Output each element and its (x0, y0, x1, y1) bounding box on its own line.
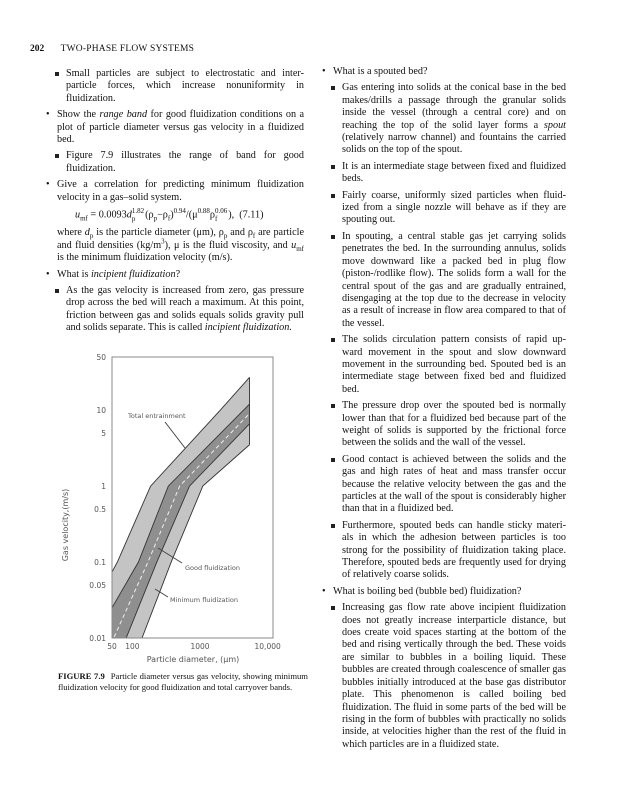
equation-explanation: where $d_p$ is the particle diameter (μm), $\rho_p$ and $\rho_f$ are particle and fluid densities $(kg/m^3)$, μ is the fluid viscosity, and $u_{mf}$ is the minimum fluidization velocity (m/s). (57, 227, 305, 264)
sub-bullet: Fairly coarse, uniformly sized particles when fluid-ized from a single nozzle will behave as if they are spouting out. (318, 190, 566, 227)
question-bullet: • What is a spouted bed? (318, 66, 566, 78)
y-tick-label: 0.1 (94, 557, 106, 567)
x-axis-label: Particle diameter, (μm) (146, 654, 240, 664)
equation-7-11: $u_{mf} = 0.0093d$ 1.82 p $(\rho_p-\rho_f)^{0.94}/(\mu^{0.88}\rho$ 0.06 f ), (7.11) (75, 207, 264, 224)
right-column (318, 66, 566, 755)
y-axis-label: Gas velocity,(m/s) (61, 488, 70, 561)
sub-bullet: It is an intermediate stage between fixed and fluidized beds. (318, 161, 566, 186)
running-title: TWO-PHASE FLOW SYSTEMS (60, 44, 195, 54)
equation-number: (7.11) (239, 209, 264, 221)
sub-bullet: Gas entering into solids at the conical base in the bed makes/drills a passage through the granular solids inside the vessel (through a central core) and on reaching the top of the solid layer forms a spout (relatively narrow channel) and fountains the carried solids on the top of the spout. (318, 82, 566, 156)
annotation-good-fluidization: Good fluidization (185, 563, 240, 572)
y-tick-label: 0.5 (94, 504, 106, 514)
page-number: 202 (30, 44, 45, 54)
sub-bullet: Furthermore, spouted beds can handle sticky materi-als in which the adhesion between particles is too strong for the possibility of fluidization taking place. Therefore, spouted beds are frequently used for drying of relatively coarse solids. (318, 520, 566, 582)
annotation-total-entrainment: Total entrainment (128, 411, 186, 420)
question-bullet: • Show the range band for good fluidization conditions on a plot of particle diameter versus gas velocity in a fluidized bed. (42, 109, 304, 146)
x-tick-label: 1000 (190, 641, 210, 651)
running-header (30, 44, 194, 54)
annotation-minimum-fluidization: Minimum fluidization (170, 595, 238, 604)
question-bullet: • What is incipient fluidization? (42, 269, 304, 281)
figure-caption: FIGURE 7.9 Particle diameter versus gas velocity, showing minimum fluidization velocity for good fluidization and total carryover bands. (58, 670, 308, 692)
y-tick-label: 0.05 (89, 580, 106, 590)
sub-bullet: The solids circulation pattern consists of rapid up-ward movement in the spout and slow downward movement in the surrounding bed. Spouted bed is an intermediate stage between fixed bed and fluidized bed. (318, 334, 566, 396)
left-column (42, 68, 308, 693)
figure-7-9-chart (58, 345, 298, 667)
question-bullet: • What is boiling bed (bubble bed) fluidization? (318, 586, 566, 598)
x-tick-label: 100 (125, 641, 140, 651)
y-tick-label: 1 (101, 481, 106, 491)
sub-bullet: The pressure drop over the spouted bed is normally lower than that for a fluidized bed because part of the weight of solids is supported by the frictional force between the solids and the wall of the vessel. (318, 400, 566, 450)
sub-bullet: Good contact is achieved between the solids and the gas and high rates of heat and mass transfer occur because the relative velocity between the gas and the particles at the wall of the spout is considerably higher than that in a fluidized bed. (318, 454, 566, 516)
question-bullet: • Give a correlation for predicting minimum fluidization velocity in a gas–solid system. $u_{mf} = 0.0093d$ 1.82 p $(\rho_p-\rho_f)^{0.94}/(\mu^{0.88}\rho$ 0.06 f ), (7.11) where $d_p$ is the particle diameter (μm), $\rho_p$ and $\rho_f$ are particle and fluid densities $(kg/m^3)$, μ is the fluid viscosity, and $u_{mf}$ is the minimum fluidization velocity (m/s). (42, 179, 304, 264)
y-tick-label: 0.01 (89, 633, 106, 643)
x-tick-label: 50 (107, 641, 117, 651)
y-tick-label: 5 (101, 428, 106, 438)
x-tick-label: 10,000 (254, 641, 281, 651)
y-tick-label: 50 (96, 352, 106, 362)
annotation-leader (165, 422, 185, 448)
sub-bullet: Figure 7.9 illustrates the range of band for good fluidization. (42, 150, 304, 175)
y-tick-label: 10 (96, 405, 106, 415)
sub-bullet: Increasing gas flow rate above incipient fluidization does not greatly increase interparticle distance, but does create void spaces starting at the bottom of the bed and rising vertically through the bed. These voids are similar to bubbles in a boiling liquid. These bubbles are created through coalescence of smaller gas bubbles initially introduced at the base gas distributor plate. This phenomenon is called boiling bed fluidization. The fluid in some parts of the bed will be rising in the form of bubbles with practically no solids inside, at velocities higher than the rest of the fluid in which particles are in a fluidized state. (318, 602, 566, 751)
sub-bullet: As the gas velocity is increased from zero, gas pressure drop across the bed will reach a maximum. At this point, friction between gas and solids equals solids gravity pull and solids separate. This is called incipient fluidization. (42, 285, 304, 335)
sub-bullet: In spouting, a central stable gas jet carrying solids penetrates the bed. In the surrounding annulus, solids move downward like a packed bed in plug flow (piston-/rodlike flow). The solids form a wall for the central spout of the gas and are gradually entrained, disengaging at the top due to the decrease in velocity as a result of increase in flow area compared to that of the vessel. (318, 231, 566, 330)
sub-bullet: Small particles are subject to electrostatic and inter-particle forces, which increase nonuniformity in fluidization. (42, 68, 304, 105)
